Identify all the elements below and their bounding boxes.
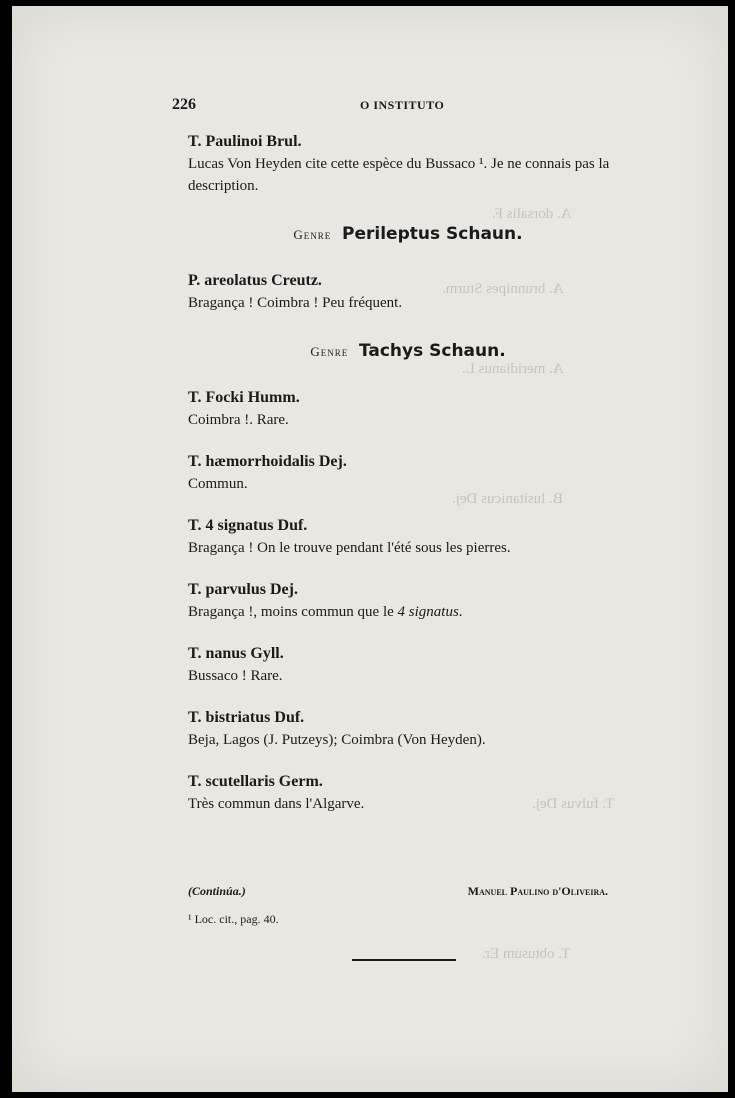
species-entry xyxy=(188,451,628,495)
author-signature: Manuel Paulino d'Oliveira. xyxy=(467,884,608,898)
show-through-text: B. lusitanicus Dej. xyxy=(452,491,563,507)
show-through-text: A. brunnipes Sturm. xyxy=(442,281,564,297)
species-name: T. bistriatus Duf. xyxy=(188,709,305,726)
genus-heading xyxy=(188,340,628,363)
genus-name: Tachys Schaun. xyxy=(358,341,506,361)
show-through-text: A. meridianus L. xyxy=(462,361,564,377)
description-part: Bragança !, moins commun que le xyxy=(188,604,398,620)
species-entry xyxy=(188,707,628,751)
species-description: Commun. xyxy=(188,476,248,492)
end-rule xyxy=(352,959,456,961)
species-entry xyxy=(188,515,628,559)
species-name: T. parvulus Dej. xyxy=(188,581,298,598)
genus-name: Perileptus Schaun. xyxy=(342,224,523,244)
species-entry xyxy=(188,387,628,431)
species-description: Bragança ! On le trouve pendant l'été sous les pierres. xyxy=(188,540,511,556)
species-description: Beja, Lagos (J. Putzeys); Coimbra (Von Heyden). xyxy=(188,732,486,748)
species-entry xyxy=(188,771,628,815)
genre-word: Genre xyxy=(293,227,332,242)
footnote: ¹ Loc. cit., pag. 40. xyxy=(188,912,279,926)
species-description: Coimbra !. Rare. xyxy=(188,412,289,428)
page xyxy=(12,6,728,1092)
species-description: Très commun dans l'Algarve. xyxy=(188,796,365,812)
species-entry xyxy=(188,643,628,687)
signature-row xyxy=(188,884,608,902)
species-name: P. areolatus Creutz. xyxy=(188,272,322,289)
species-description xyxy=(188,601,628,623)
show-through-text: A. dorsalis F. xyxy=(492,206,572,222)
species-name: T. nanus Gyll. xyxy=(188,645,284,662)
species-entry xyxy=(188,270,628,314)
main-content xyxy=(188,131,628,835)
page-number: 226 xyxy=(172,96,196,113)
page-header xyxy=(172,96,632,116)
running-title: O INSTITUTO xyxy=(360,98,445,112)
species-name: T. hæmorrhoidalis Dej. xyxy=(188,453,347,470)
show-through-text: T. obtusum Er. xyxy=(482,946,571,962)
continua-note: (Continúa.) xyxy=(188,884,246,898)
description-italic: 4 signatus xyxy=(397,604,459,620)
species-name: T. 4 signatus Duf. xyxy=(188,517,308,534)
species-name: T. Focki Humm. xyxy=(188,389,300,406)
species-entry xyxy=(188,131,628,197)
species-description: Bragança ! Coimbra ! Peu fréquent. xyxy=(188,295,403,311)
species-name: T. scutellaris Germ. xyxy=(188,773,323,790)
description-part: . xyxy=(458,604,463,620)
genre-word: Genre xyxy=(310,344,349,359)
species-entry xyxy=(188,579,628,623)
show-through-text: T. fulvus Dej. xyxy=(532,796,615,812)
species-description: Lucas Von Heyden cite cette espèce du Bussaco ¹. Je ne connais pas la description. xyxy=(188,156,610,194)
species-description: Bussaco ! Rare. xyxy=(188,668,283,684)
genus-heading xyxy=(188,223,628,246)
species-name: T. Paulinoi Brul. xyxy=(188,133,302,150)
